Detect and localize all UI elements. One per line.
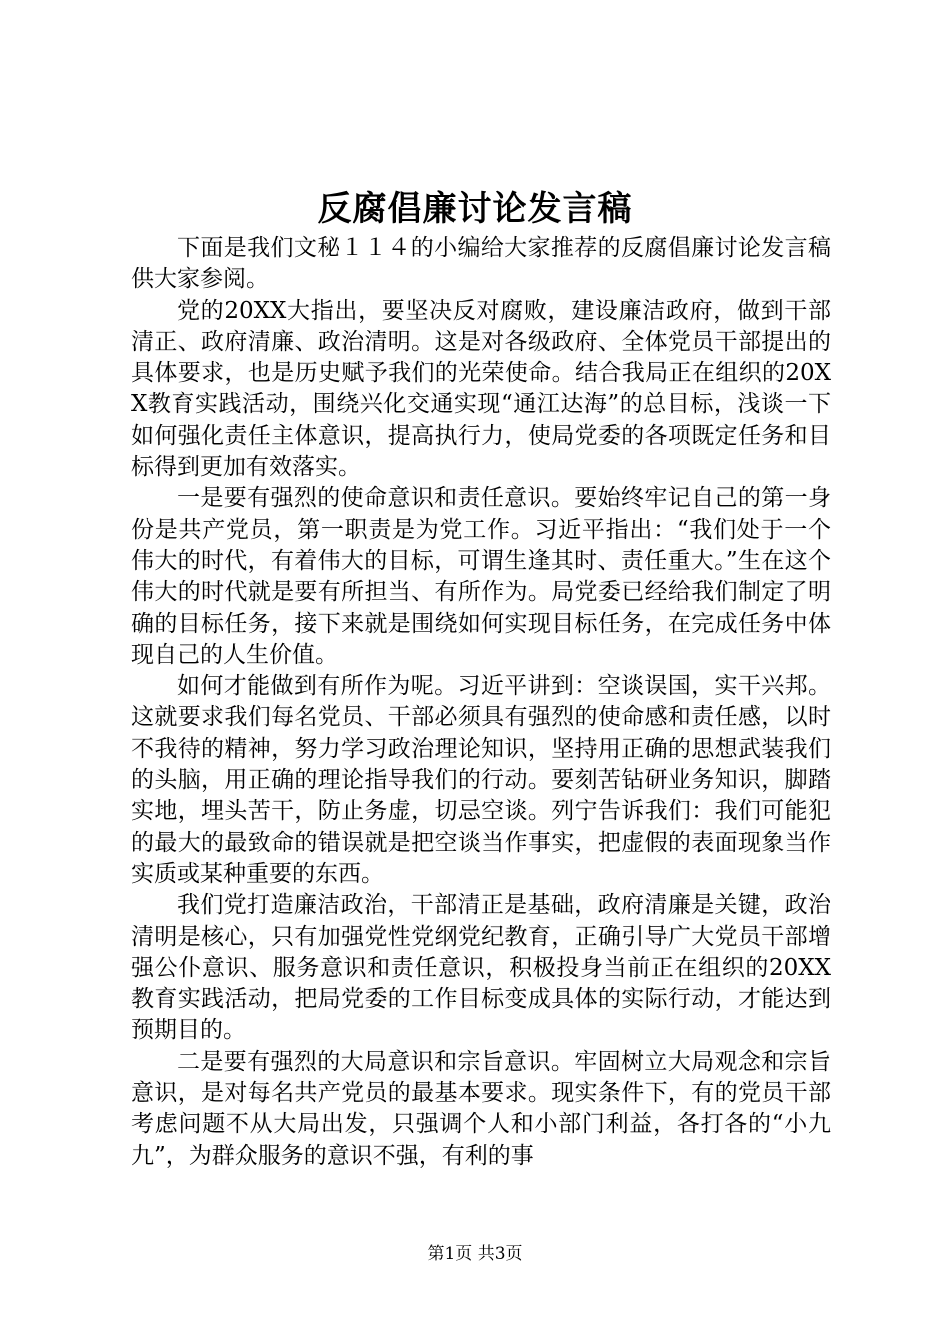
document-body (131, 233, 831, 1172)
paragraph-mission-awareness: 一是要有强烈的使命意识和责任意识。要始终牢记自己的第一身份是共产党员，第一职责是为党工作。习近平指出：“我们处于一个伟大的时代，有着伟大的目标，可谓生逢其时、责任重大。”生在这个伟大的时代就是要有所担当、有所作为。局党委已经给我们制定了明确的目标任务，接下来就是围绕如何实现目标任务，在完成任务中体现自己的人生价值。 (131, 485, 831, 668)
paragraph-clean-politics: 我们党打造廉洁政治，干部清正是基础，政府清廉是关键，政治清明是核心，只有加强党性党纲党纪教育，正确引导广大党员干部增强公仆意识、服务意识和责任意识，积极投身当前正在组织的20XX教育实践活动，把局党委的工作目标变成具体的实际行动，才能达到预期目的。 (131, 892, 831, 1044)
paragraph-overall-awareness: 二是要有强烈的大局意识和宗旨意识。牢固树立大局观念和宗旨意识，是对每名共产党员的最基本要求。现实条件下，有的党员干部考虑问题不从大局出发，只强调个人和小部门利益，各打各的“小九九”，为群众服务的意识不强，有利的事 (131, 1048, 831, 1169)
document-title: 反腐倡廉讨论发言稿 (317, 189, 633, 229)
paragraph-intro: 下面是我们文秘１１４的小编给大家推荐的反腐倡廉讨论发言稿供大家参阅。 (131, 235, 831, 293)
paragraph-party-congress: 党的20XX大指出，要坚决反对腐败，建设廉洁政府，做到干部清正、政府清廉、政治清明。这是对各级政府、全体党员干部提出的具体要求，也是历史赋予我们的光荣使命。结合我局正在组织的20XX教育实践活动，围绕兴化交通实现“通江达海”的总目标，浅谈一下如何强化责任主体意识，提高执行力，使局党委的各项既定任务和目标得到更加有效落实。 (131, 297, 831, 481)
page-number-footer: 第1页 共3页 (427, 1244, 523, 1264)
paragraph-how-to-act: 如何才能做到有所作为呢。习近平讲到：空谈误国，实干兴邦。这就要求我们每名党员、干部必须具有强烈的使命感和责任感，以时不我待的精神，努力学习政治理论知识，坚持用正确的思想武装我们的头脑，用正确的理论指导我们的行动。要刻苦钻研业务知识，脚踏实地，埋头苦干，防止务虚，切忌空谈。列宁告诉我们：我们可能犯的最大的最致命的错误就是把空谈当作事实，把虚假的表面现象当作实质或某种重要的东西。 (131, 673, 831, 887)
